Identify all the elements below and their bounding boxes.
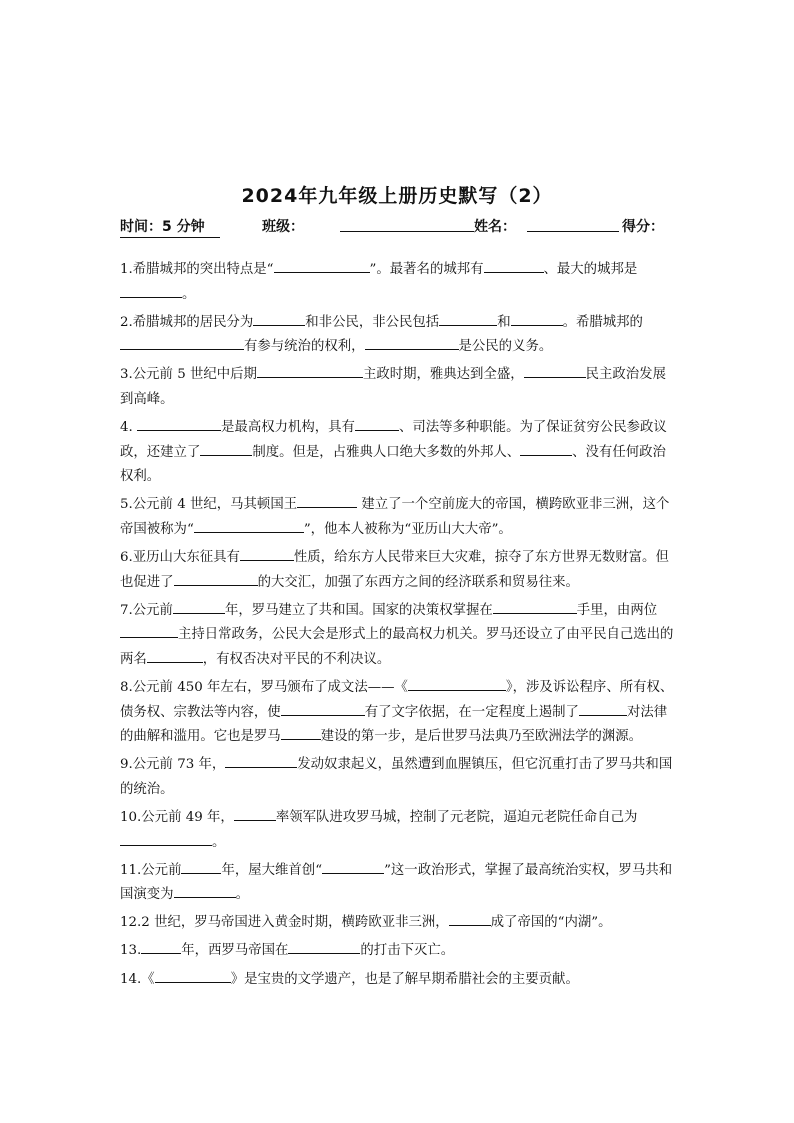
- q2-blank-1[interactable]: [253, 311, 305, 326]
- q2-blank-4[interactable]: [120, 335, 244, 350]
- q13-text: 的打击下灭亡。: [360, 943, 455, 959]
- q10-blank-2[interactable]: [120, 831, 212, 846]
- q2-text: 和: [497, 314, 511, 330]
- time-label: 时间：5 分钟: [120, 219, 205, 235]
- class-label: 班级：: [262, 219, 304, 235]
- q1-text: 1.希腊城邦的突出特点是“: [120, 262, 274, 277]
- q4-text: 4.: [120, 420, 138, 436]
- q1-text: 。: [182, 286, 196, 302]
- question-2: [120, 311, 678, 360]
- q3-text: 3.公元前 5 世纪中后期: [120, 367, 257, 383]
- q14-blank-1[interactable]: [155, 968, 231, 983]
- q8-text: 8.公元前 450 年左右，罗马颁布了成文法——《: [120, 680, 408, 695]
- q2-text: 是公民的义务。: [458, 339, 553, 355]
- q11-blank-1[interactable]: [181, 859, 221, 874]
- question-10: [120, 806, 678, 855]
- q2-blank-3[interactable]: [511, 311, 563, 326]
- q5-text: 建立了一个空前庞大的帝国，横跨欧亚非三洲，这个帝国被称为“: [120, 497, 670, 537]
- q8-blank-3[interactable]: [579, 701, 627, 716]
- q12-text: 成了帝国的“内湖”。: [490, 915, 612, 931]
- q1-blank-2[interactable]: [484, 258, 544, 273]
- q5-text: ”，他本人被称为“亚历山大大帝”。: [303, 521, 512, 537]
- q10-text: 10.公元前 49 年，: [120, 809, 234, 825]
- q4-blank-4[interactable]: [520, 441, 572, 456]
- q5-blank-2[interactable]: [194, 518, 304, 533]
- q7-text: 7.公元前: [120, 602, 173, 618]
- question-12: [120, 911, 678, 936]
- q4-text: 、司法等多种职能。为了保证贫穷公民参政议政，还建立了: [120, 420, 667, 460]
- q1-blank-1[interactable]: [274, 258, 370, 273]
- q2-text: 有参与统治的权利，: [244, 339, 365, 355]
- question-9: [120, 753, 678, 802]
- q8-text: 建设的第一步，是后世罗马法典乃至欧洲法学的渊源。: [320, 729, 643, 745]
- q14-text: 》是宝贵的文学遗产，也是了解早期希腊社会的主要贡献。: [230, 971, 579, 987]
- q8-blank-2[interactable]: [281, 701, 365, 716]
- q8-text: 对法律的曲解和滥用。它也是罗马: [120, 704, 668, 745]
- q10-blank-1[interactable]: [234, 806, 276, 821]
- q11-text: 年，屋大维首创“: [221, 862, 323, 878]
- q13-blank-1[interactable]: [141, 939, 181, 954]
- q9-text: 发动奴隶起义，虽然遭到血腥镇压，但它沉重打击了罗马共和国的统治。: [120, 757, 673, 797]
- q8-blank-4[interactable]: [281, 725, 321, 740]
- q7-blank-1[interactable]: [173, 599, 225, 614]
- q4-text: 、没有任何政治权利。: [120, 444, 666, 485]
- q2-text: 2.希腊城邦的居民分为: [120, 314, 254, 330]
- q1-blank-3[interactable]: [120, 283, 182, 298]
- q1-text: 、最大的城邦是: [543, 262, 638, 277]
- q11-blank-3[interactable]: [174, 883, 236, 898]
- question-8: [120, 676, 678, 750]
- q11-text: 。: [235, 887, 249, 903]
- question-4: [120, 416, 678, 490]
- q13-text: 年，西罗马帝国在: [181, 943, 289, 959]
- q5-blank-1[interactable]: [297, 493, 357, 508]
- q4-blank-2[interactable]: [355, 416, 399, 431]
- q6-text: 6.亚历山大东征具有: [120, 550, 240, 566]
- question-11: [120, 859, 678, 908]
- question-list: [120, 258, 678, 996]
- question-1: [120, 258, 678, 307]
- q7-blank-2[interactable]: [493, 599, 577, 614]
- q2-blank-2[interactable]: [439, 311, 497, 326]
- question-7: [120, 599, 678, 673]
- q7-blank-4[interactable]: [147, 648, 203, 663]
- q8-text: 有了文字依据，在一定程度上遏制了: [364, 704, 579, 720]
- name-label: 姓名：: [474, 219, 516, 235]
- q9-text: 9.公元前 73 年，: [120, 757, 226, 773]
- q10-text: 。: [212, 834, 226, 850]
- question-5: [120, 493, 678, 542]
- q10-text: 率领军队进攻罗马城，控制了元老院，逼迫元老院任命自己为: [275, 809, 638, 825]
- q12-text: 12.2 世纪，罗马帝国进入黄金时期，横跨欧亚非三洲，: [120, 915, 449, 931]
- q6-text: 的大交汇，加强了东西方之间的经济联系和贸易往来。: [257, 574, 579, 590]
- q2-text: 。希腊城邦的: [562, 314, 643, 330]
- q5-text: 5.公元前 4 世纪，马其顿国王: [120, 497, 298, 513]
- q11-text: ”这一政治形式，掌握了最高统治实权，罗马共和国演变为: [120, 862, 673, 903]
- question-6: [120, 546, 678, 595]
- q14-text: 14.《: [120, 971, 155, 987]
- q7-text: 年，罗马建立了共和国。国家的决策权掌握在: [224, 602, 493, 618]
- page-title: 2024年九年级上册历史默写（2）: [241, 185, 553, 207]
- q4-blank-3[interactable]: [200, 441, 252, 456]
- q6-text: 性质，给东方人民带来巨大灾难，掠夺了东方世界无数财富。但也促进了: [120, 550, 669, 590]
- q1-text: ”。最著名的城邦有: [369, 262, 484, 277]
- q3-blank-2[interactable]: [524, 363, 586, 378]
- q13-blank-2[interactable]: [288, 939, 360, 954]
- q6-blank-2[interactable]: [174, 571, 258, 586]
- question-13: [120, 939, 678, 964]
- q11-text: 11.公元前: [120, 862, 182, 878]
- q2-text: 和非公民，非公民包括: [305, 314, 440, 330]
- q7-text: 主持日常政务，公民大会是形式上的最高权力机关。罗马还设立了由平民自己选出的两名: [120, 627, 674, 667]
- question-3: [120, 363, 678, 412]
- class-blank[interactable]: [340, 216, 474, 232]
- q7-blank-3[interactable]: [120, 623, 178, 638]
- question-14: [120, 968, 678, 993]
- q9-blank-1[interactable]: [225, 753, 297, 768]
- q4-blank-1[interactable]: [137, 416, 221, 431]
- q8-blank-1[interactable]: [408, 676, 506, 691]
- score-blank[interactable]: [120, 237, 220, 238]
- q11-blank-2[interactable]: [322, 859, 384, 874]
- q7-text: 手里，由两位: [576, 602, 658, 618]
- q2-blank-5[interactable]: [365, 335, 459, 350]
- score-label: 得分：: [622, 219, 664, 235]
- q7-text: ，有权否决对平民的不利决议。: [202, 651, 391, 667]
- header-info-row: [120, 216, 680, 238]
- q4-text: 是最高权力机构，具有: [221, 420, 355, 436]
- q3-text: 主政时期，雅典达到全盛，: [362, 367, 524, 383]
- q12-blank-1[interactable]: [449, 911, 491, 926]
- q3-blank-1[interactable]: [257, 363, 363, 378]
- q3-text: 民主政治发展到高峰。: [120, 367, 666, 407]
- name-blank[interactable]: [527, 216, 619, 232]
- q6-blank-1[interactable]: [240, 546, 294, 561]
- q4-text: 制度。但是，占雅典人口绝大多数的外邦人、: [252, 444, 521, 460]
- q8-text: 》，涉及诉讼程序、所有权、债务权、宗教法等内容，使: [120, 680, 674, 720]
- q13-text: 13.: [120, 943, 142, 959]
